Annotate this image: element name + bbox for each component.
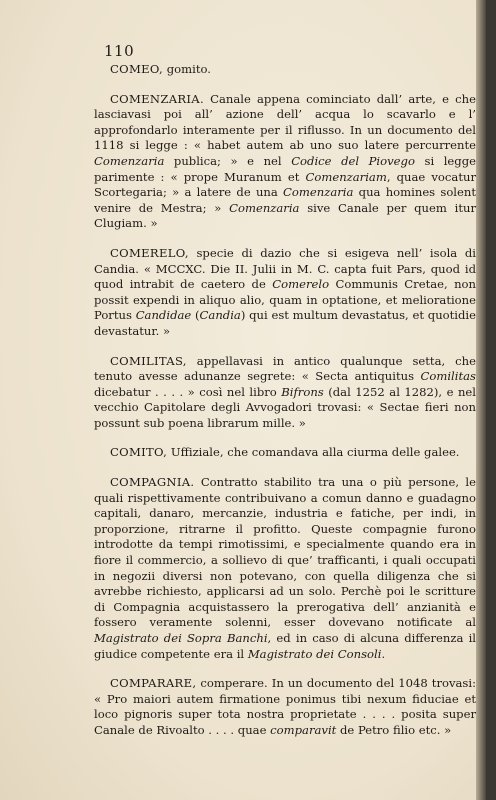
dictionary-entry: [94, 354, 476, 432]
italic-term: Comerelo: [272, 277, 330, 292]
entry-headword: COMEO,: [110, 62, 164, 76]
entry-text: COMITO, Uffiziale, che comandava alla ciurma delle galee.: [110, 445, 460, 460]
entry-headword: COMERELO,: [110, 245, 189, 260]
entry-headword: COMPARARE,: [110, 676, 197, 691]
entry-text: COMPAGNIA. Contratto stabilito tra una o più persone, le quali rispettivamente contribuivano a comun danno e guadagno capitali, danaro, mercanzie, industria e fatiche, per indi, in proporzione, ritrarne il profitto. Queste compagnie furono introdotte da tempi rimotissimi, e specialmente quando era in fiore il commercio, a sollievo di que’ trafficanti, i quali occupati in negozii diversi non potevano, con quella diligenza che si avrebbe richiesto, applicarsi ad un solo. Perchè poi le scritture di Compagnia acquistassero la prerogativa dell’ anzianità e fossero veramente solenni, esser dovevano notificate al Magistrato dei Sopra Banchi, ed in caso di alcuna differenza il giudice competente era il Magistrato dei Consoli.: [94, 475, 476, 661]
dictionary-entry: [94, 445, 476, 461]
entry-text: COMILITAS, appellavasi in antico qualunque setta, che tenuto avesse adunanze segrete: « Secta antiquitus Comilitas dicebatur . . . . » così nel libro Bifrons (dal 1252 al 1282), e nel vecchio Capitolare degli Avvogadori trovasi: « Sectae fieri non possunt sub poena librarum mille. »: [94, 353, 477, 430]
italic-term: Comenzaria: [94, 153, 165, 168]
entry-headword: COMENZARIA.: [110, 91, 204, 106]
dictionary-entries: [94, 62, 476, 753]
italic-term: Comilitas: [420, 369, 476, 384]
dictionary-entry: [94, 92, 476, 232]
entry-text: COMERELO, specie di dazio che si esigeva nell’ isola di Candia. « MCCXC. Die II. Julii in M. C. capta fuit Pars, quod id quod intrabit de caetero de Comerelo Communis Cretae, non possit expendi in aliquo alio, quam in optatione, et melioratione Portus Candidae (Candia) qui est multum devastatus, et quotidie devastatur. »: [94, 245, 476, 338]
entry-text: COMPARARE, comperare. In un documento del 1048 trovasi: « Pro maiori autem firmatione ponimus tibi nexum fiduciae et loco pignoris super tota nostra proprietate . . . . posita super Canale de Rivoalto . . . . quae comparavit de Petro filio etc. »: [94, 676, 476, 737]
entry-headword: COMITO,: [110, 445, 168, 460]
entry-text: COMENZARIA. Canale appena cominciato dall’ arte, e che lasciavasi poi all’ azione dell’ acqua lo scavarlo e l’ approfondarlo interamente per il riflusso. In un documento del 1118 si legge : « habet autem ab uno suo latere percurrente Comenzaria publica; » e nel Codice del Piovego si legge parimente : « prope Muranum et Comenzariam, quae vocatur Scortegaria; » a latere de una Comenzaria qua homines solent venire de Mestra; » Comenzaria sive Canale per quem itur Clugiam. »: [94, 91, 477, 231]
dictionary-entry: [94, 676, 476, 738]
italic-term: comparavit: [270, 722, 337, 737]
italic-term: Comenzaria: [229, 200, 300, 215]
italic-term: Bifrons: [281, 384, 324, 399]
italic-term: Magistrato dei Consoli: [247, 646, 382, 661]
entry-text: COMEO, gomito.: [110, 62, 211, 76]
italic-term: Candia: [199, 308, 241, 323]
entry-headword: COMPAGNIA.: [110, 475, 195, 490]
italic-term: Comenzaria: [283, 185, 354, 200]
dictionary-entry: [94, 62, 476, 78]
italic-term: Candidae: [135, 308, 192, 323]
page-edge-shadow: [476, 0, 486, 800]
italic-term: Magistrato dei Sopra Banchi: [94, 631, 268, 645]
page-number: 110: [104, 42, 135, 60]
dictionary-entry: [94, 475, 476, 662]
italic-term: Comenzariam: [305, 169, 387, 184]
entry-headword: COMILITAS,: [110, 353, 187, 368]
italic-term: Codice del Piovego: [291, 153, 415, 168]
dictionary-entry: [94, 246, 476, 340]
